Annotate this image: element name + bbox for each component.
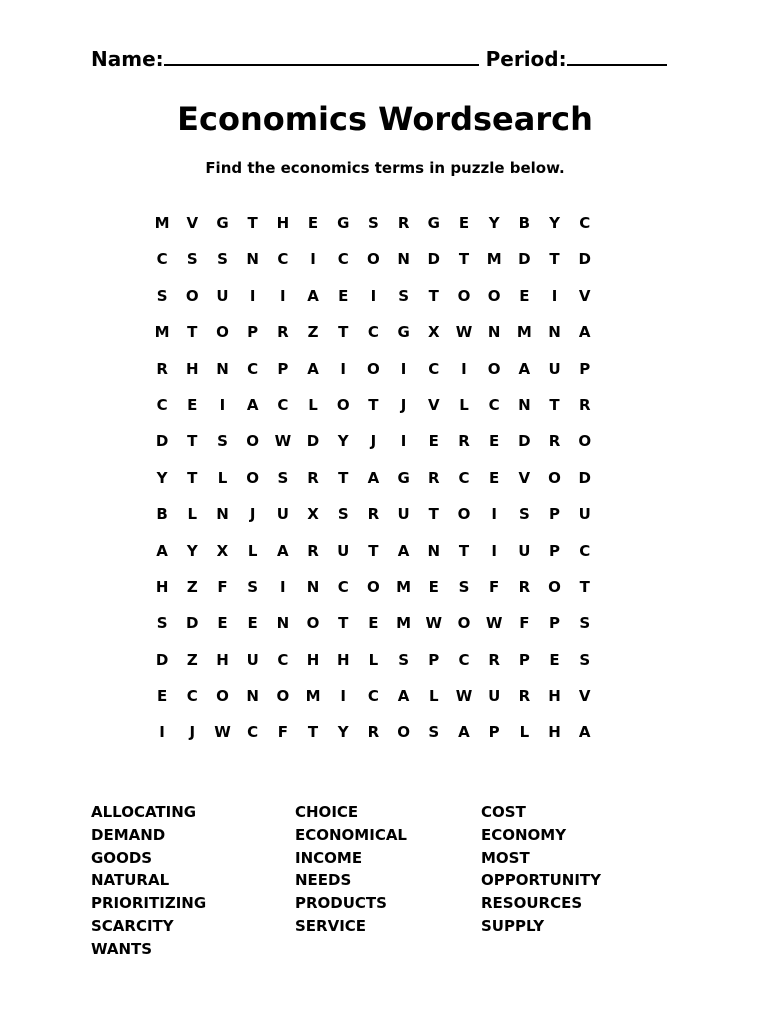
grid-letter: H: [276, 214, 290, 232]
grid-letter: I: [340, 359, 347, 378]
word-list-item: SERVICE: [295, 916, 367, 935]
grid-letter: S: [277, 468, 289, 487]
grid-letter: T: [338, 614, 349, 633]
grid-letter: O: [276, 687, 290, 706]
grid-letter: O: [246, 468, 260, 487]
grid-letter: I: [491, 505, 497, 524]
grid-letter: I: [280, 286, 286, 305]
grid-letter: N: [397, 250, 410, 269]
word-list-column-2: [295, 801, 407, 938]
grid-letter: A: [307, 359, 319, 378]
grid-letter: A: [458, 723, 470, 742]
word-list-item: OPPORTUNITY: [481, 871, 602, 890]
grid-letter: F: [489, 577, 500, 596]
grid-letter: T: [368, 541, 379, 560]
grid-letter: G: [337, 214, 350, 232]
grid-letter: I: [400, 359, 407, 378]
word-list-column-1: [91, 801, 206, 961]
grid-letter: R: [428, 468, 440, 487]
period-label: Period:: [485, 47, 567, 71]
grid-letter: T: [458, 250, 470, 269]
grid-letter: T: [187, 323, 198, 342]
grid-letter: T: [338, 468, 349, 487]
grid-letter: H: [306, 650, 320, 669]
grid-letter: D: [578, 468, 591, 487]
grid-letter: Y: [337, 723, 349, 742]
grid-letter: R: [458, 432, 470, 451]
grid-letter: I: [340, 687, 347, 706]
grid-letter: I: [400, 432, 407, 451]
grid-letter: T: [428, 286, 439, 305]
grid-letter: C: [247, 723, 259, 742]
grid-letter: C: [277, 250, 289, 269]
grid-letter: C: [367, 687, 379, 706]
grid-letter: T: [187, 432, 198, 451]
grid-letter: O: [185, 286, 199, 305]
grid-letter: O: [367, 359, 380, 378]
grid-letter: E: [549, 650, 560, 669]
grid-letter: R: [307, 468, 319, 487]
grid-letter: A: [578, 723, 591, 742]
grid-letter: P: [488, 723, 500, 742]
grid-letter: I: [461, 359, 467, 378]
word-list-item: SUPPLY: [481, 916, 545, 935]
grid-letter: W: [455, 323, 473, 342]
grid-letter: D: [155, 432, 169, 451]
word-list: [0, 801, 770, 1001]
grid-letter: C: [337, 250, 349, 269]
grid-letter: O: [336, 395, 350, 414]
grid-letter: E: [428, 432, 439, 451]
grid-letter: P: [549, 505, 561, 524]
grid-letter: J: [400, 395, 407, 414]
grid-letter: P: [549, 614, 561, 633]
grid-letter: D: [578, 250, 591, 269]
word-list-item: PRIORITIZING: [91, 894, 207, 913]
grid-letter: W: [425, 614, 443, 633]
grid-letter: O: [487, 286, 501, 305]
grid-letter: J: [189, 723, 196, 742]
grid-letter: C: [458, 468, 470, 487]
grid-letter: N: [487, 323, 501, 342]
grid-letter: E: [368, 614, 379, 633]
grid-letter: O: [216, 687, 229, 706]
grid-letter: O: [457, 286, 471, 305]
grid-letter: V: [427, 395, 440, 414]
grid-letter: O: [216, 323, 229, 342]
grid-letter: L: [247, 541, 258, 560]
word-list-item: ECONOMICAL: [295, 825, 407, 844]
word-list-item: COST: [481, 803, 526, 821]
grid-letter: O: [548, 577, 561, 596]
grid-letter: S: [398, 286, 409, 305]
word-list-item: NEEDS: [295, 871, 352, 890]
word-list-item: ALLOCATING: [91, 803, 197, 821]
grid-letter: R: [307, 541, 319, 560]
grid-letter: N: [306, 577, 320, 596]
grid-letter: S: [398, 650, 409, 669]
grid-letter: S: [428, 723, 440, 742]
grid-letter: L: [368, 650, 379, 669]
grid-letter: M: [154, 323, 170, 342]
grid-letter: C: [428, 359, 440, 378]
grid-letter: R: [367, 505, 380, 524]
grid-letter: X: [427, 323, 440, 342]
grid-letter: Y: [488, 214, 500, 232]
grid-letter: N: [246, 250, 259, 269]
grid-letter: C: [277, 395, 289, 414]
grid-letter: V: [578, 286, 591, 305]
name-blank[interactable]: [164, 46, 479, 66]
grid-letter: P: [428, 650, 440, 669]
grid-letter: U: [578, 505, 591, 524]
grid-letter: T: [247, 214, 258, 232]
grid-letter: C: [156, 250, 168, 269]
grid-letter: W: [485, 614, 503, 633]
grid-letter: C: [277, 650, 289, 669]
grid-letter: R: [397, 214, 410, 232]
grid-letter: O: [367, 577, 380, 596]
grid-letter: P: [247, 323, 259, 342]
grid-letter: S: [156, 614, 168, 633]
word-list-column-3: [481, 801, 601, 938]
grid-letter: W: [214, 723, 231, 742]
grid-letter: E: [519, 286, 530, 305]
grid-letter: D: [155, 650, 169, 669]
grid-letter: C: [337, 577, 349, 596]
grid-letter: C: [579, 214, 591, 232]
grid-letter: C: [156, 395, 168, 414]
grid-letter: P: [277, 359, 289, 378]
grid-letter: V: [186, 214, 199, 232]
grid-letter: E: [307, 214, 319, 232]
grid-letter: C: [186, 687, 198, 706]
grid-letter: Z: [186, 577, 198, 596]
grid-letter: O: [578, 432, 592, 451]
grid-letter: Y: [337, 432, 349, 451]
grid-letter: P: [579, 359, 591, 378]
grid-letter: G: [397, 323, 410, 342]
grid-letter: H: [336, 650, 350, 669]
grid-letter: O: [548, 468, 561, 487]
grid-letter: W: [274, 432, 292, 451]
grid-letter: J: [249, 505, 256, 524]
grid-letter: E: [458, 214, 470, 232]
grid-letter: M: [486, 250, 502, 269]
grid-letter: J: [370, 432, 377, 451]
grid-letter: I: [280, 577, 286, 596]
grid-letter: X: [307, 505, 319, 524]
grid-letter: A: [578, 323, 591, 342]
grid-letter: H: [216, 650, 229, 669]
grid-letter: I: [159, 723, 165, 742]
word-list-item: INCOME: [295, 848, 363, 867]
student-info-line: [91, 46, 667, 71]
grid-letter: I: [370, 286, 377, 305]
grid-letter: R: [156, 359, 168, 378]
grid-letter: O: [306, 614, 320, 633]
word-list-item: ECONOMY: [481, 825, 567, 844]
grid-letter: I: [491, 541, 497, 560]
grid-letter: G: [216, 214, 229, 232]
grid-letter: E: [428, 577, 439, 596]
grid-letter: H: [548, 723, 561, 742]
grid-letter: H: [155, 577, 169, 596]
grid-letter: X: [216, 541, 229, 560]
grid-letter: V: [578, 687, 591, 706]
grid-letter: L: [217, 468, 228, 487]
grid-letter: D: [518, 432, 531, 451]
grid-letter: S: [579, 650, 591, 669]
grid-letter: R: [518, 577, 531, 596]
page-title: Economics Wordsearch: [177, 100, 593, 138]
word-list-item: MOST: [481, 848, 530, 867]
grid-letter: U: [518, 541, 531, 560]
grid-letter: U: [488, 687, 501, 706]
grid-letter: R: [277, 323, 289, 342]
grid-letter: N: [548, 323, 561, 342]
grid-letter: N: [518, 395, 531, 414]
grid-letter: R: [518, 687, 531, 706]
grid-letter: A: [156, 541, 168, 560]
grid-letter: O: [397, 723, 410, 742]
grid-letter: L: [308, 395, 318, 414]
grid-letter: R: [578, 395, 591, 414]
grid-letter: P: [518, 650, 530, 669]
grid-letter: Z: [307, 323, 319, 342]
grid-letter: A: [397, 541, 410, 560]
grid-letter: V: [518, 468, 531, 487]
grid-letter: O: [457, 614, 471, 633]
grid-letter: R: [488, 650, 500, 669]
page-subtitle: Find the economics terms in puzzle below.: [205, 159, 565, 177]
word-list-item: SCARCITY: [91, 916, 174, 935]
grid-letter: S: [368, 214, 379, 232]
grid-letter: O: [246, 432, 260, 451]
grid-letter: T: [428, 505, 439, 524]
grid-letter: O: [487, 359, 501, 378]
grid-letter: E: [187, 395, 198, 414]
grid-letter: L: [519, 723, 530, 742]
word-list-item: NATURAL: [91, 871, 170, 890]
grid-letter: S: [186, 250, 198, 269]
grid-letter: S: [518, 505, 530, 524]
grid-letter: N: [246, 687, 259, 706]
grid-letter: A: [397, 687, 410, 706]
grid-letter: E: [247, 614, 258, 633]
grid-letter: E: [489, 468, 500, 487]
letter-grid: [147, 211, 600, 757]
grid-letter: W: [455, 687, 473, 706]
grid-letter: M: [396, 577, 412, 596]
grid-letter: L: [459, 395, 469, 414]
grid-letter: A: [277, 541, 289, 560]
grid-letter: E: [338, 286, 349, 305]
grid-letter: Y: [186, 541, 198, 560]
grid-letter: E: [156, 687, 168, 706]
grid-letter: C: [367, 323, 379, 342]
word-list-item: WANTS: [91, 939, 153, 958]
grid-letter: C: [579, 541, 591, 560]
grid-letter: S: [217, 250, 228, 269]
grid-letter: N: [216, 505, 229, 524]
grid-letter: O: [367, 250, 380, 269]
name-label: Name:: [91, 47, 164, 71]
grid-letter: R: [548, 432, 561, 451]
grid-letter: A: [518, 359, 531, 378]
grid-letter: M: [516, 323, 532, 342]
grid-letter: S: [217, 432, 228, 451]
period-blank[interactable]: [567, 46, 667, 66]
grid-letter: L: [429, 687, 439, 706]
grid-letter: B: [156, 505, 168, 524]
grid-letter: B: [518, 214, 531, 232]
grid-letter: A: [367, 468, 380, 487]
grid-letter: T: [338, 323, 349, 342]
word-list-item: PRODUCTS: [295, 894, 387, 913]
grid-letter: N: [427, 541, 441, 560]
grid-letter: Y: [156, 468, 168, 487]
grid-letter: Z: [186, 650, 198, 669]
grid-letter: T: [187, 468, 198, 487]
grid-letter: S: [337, 505, 349, 524]
grid-letter: T: [549, 395, 560, 414]
grid-letter: M: [396, 614, 412, 633]
grid-letter: M: [305, 687, 321, 706]
grid-letter: I: [310, 250, 316, 269]
grid-letter: E: [217, 614, 228, 633]
word-list-item: RESOURCES: [481, 894, 583, 913]
grid-letter: D: [518, 250, 531, 269]
grid-letter: M: [154, 214, 170, 232]
grid-letter: U: [397, 505, 410, 524]
grid-letter: T: [368, 395, 379, 414]
grid-letter: A: [307, 286, 319, 305]
grid-letter: G: [427, 214, 440, 232]
grid-letter: I: [249, 286, 256, 305]
grid-letter: S: [156, 286, 168, 305]
grid-letter: T: [458, 541, 470, 560]
grid-letter: N: [276, 614, 290, 633]
grid-letter: U: [548, 359, 561, 378]
word-list-item: GOODS: [91, 848, 153, 867]
grid-letter: C: [247, 359, 259, 378]
grid-letter: U: [276, 505, 289, 524]
grid-letter: F: [277, 723, 288, 742]
grid-letter: Y: [549, 214, 560, 232]
grid-letter: I: [551, 286, 558, 305]
grid-letter: T: [579, 577, 590, 596]
grid-letter: N: [216, 359, 229, 378]
grid-letter: L: [187, 505, 198, 524]
grid-letter: D: [427, 250, 440, 269]
grid-letter: O: [457, 505, 471, 524]
grid-letter: F: [519, 614, 530, 633]
grid-letter: H: [186, 359, 199, 378]
grid-letter: T: [307, 723, 319, 742]
grid-letter: S: [458, 577, 470, 596]
grid-letter: C: [458, 650, 470, 669]
word-list-item: DEMAND: [91, 825, 166, 844]
grid-letter: R: [367, 723, 380, 742]
grid-letter: E: [489, 432, 500, 451]
grid-letter: H: [548, 687, 561, 706]
grid-letter: C: [488, 395, 500, 414]
grid-letter: T: [549, 250, 560, 269]
grid-letter: S: [579, 614, 591, 633]
word-list-item: CHOICE: [295, 803, 359, 821]
grid-letter: D: [186, 614, 199, 633]
grid-letter: U: [216, 286, 229, 305]
grid-letter: I: [219, 395, 226, 414]
grid-letter: U: [337, 541, 350, 560]
grid-letter: G: [397, 468, 410, 487]
grid-letter: A: [246, 395, 259, 414]
grid-letter: P: [549, 541, 561, 560]
grid-letter: F: [217, 577, 228, 596]
grid-letter: D: [306, 432, 320, 451]
grid-letter: U: [246, 650, 259, 669]
grid-letter: S: [247, 577, 259, 596]
